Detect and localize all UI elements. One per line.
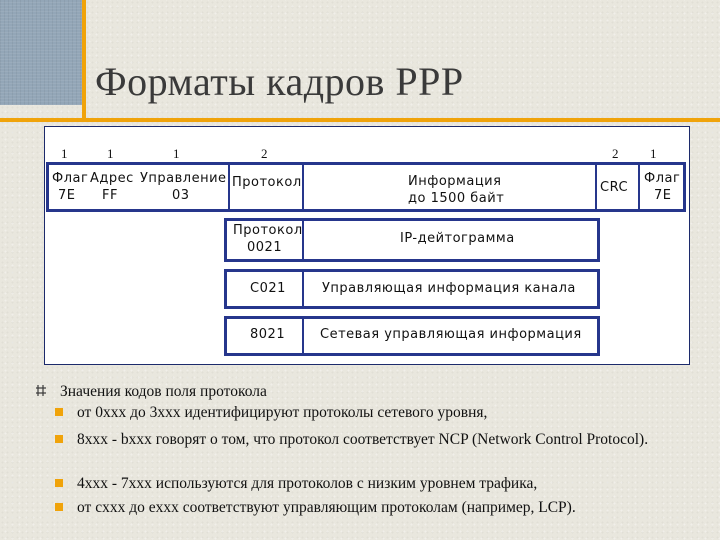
- size-protocol: 2: [261, 146, 268, 161]
- divider: [228, 165, 230, 209]
- field-protocol-label: Протокол: [232, 175, 302, 190]
- accent-horizontal-line: [0, 118, 720, 122]
- bullet-icon: [35, 385, 47, 397]
- protocol-code-value: 0021: [247, 240, 283, 255]
- divider: [302, 165, 304, 209]
- protocol-description: Сетевая управляющая информация: [320, 327, 582, 342]
- divider: [638, 165, 640, 209]
- field-control-label: Управление: [140, 171, 227, 186]
- field-flag-value: 7E: [58, 188, 76, 203]
- divider: [302, 319, 304, 353]
- divider: [302, 272, 304, 306]
- field-control-value: 03: [172, 188, 190, 203]
- field-crc-label: CRC: [600, 180, 629, 195]
- square-bullet-icon: [55, 479, 63, 487]
- slide-title: Форматы кадров PPP: [95, 59, 464, 104]
- field-address-value: FF: [102, 188, 118, 203]
- square-bullet-icon: [55, 408, 63, 416]
- size-address: 1: [107, 146, 114, 161]
- accent-vertical-line: [82, 0, 86, 118]
- protocol-description: IP-дейтограмма: [400, 231, 515, 246]
- field-info-line2: до 1500 байт: [408, 191, 505, 206]
- protocol-description: Управляющая информация канала: [322, 281, 576, 296]
- divider: [595, 165, 597, 209]
- protocol-code-value: C021: [250, 281, 286, 296]
- square-bullet-icon: [55, 435, 63, 443]
- decorative-side-block: [0, 0, 82, 105]
- size-control: 1: [173, 146, 180, 161]
- size-crc: 2: [612, 146, 619, 161]
- protocol-code-value: 8021: [250, 327, 286, 342]
- field-info-line1: Информация: [408, 174, 502, 189]
- square-bullet-icon: [55, 503, 63, 511]
- size-flag: 1: [61, 146, 68, 161]
- field-flag2-value: 7E: [654, 188, 672, 203]
- field-address-label: Адрес: [90, 171, 134, 186]
- notes-heading: Значения кодов поля протокола: [60, 383, 267, 400]
- size-flag-end: 1: [650, 146, 657, 161]
- frame-row: [46, 162, 686, 212]
- field-flag-label: Флаг: [52, 171, 89, 186]
- protocol-code-label: Протокол: [233, 223, 303, 238]
- field-flag2-label: Флаг: [644, 171, 681, 186]
